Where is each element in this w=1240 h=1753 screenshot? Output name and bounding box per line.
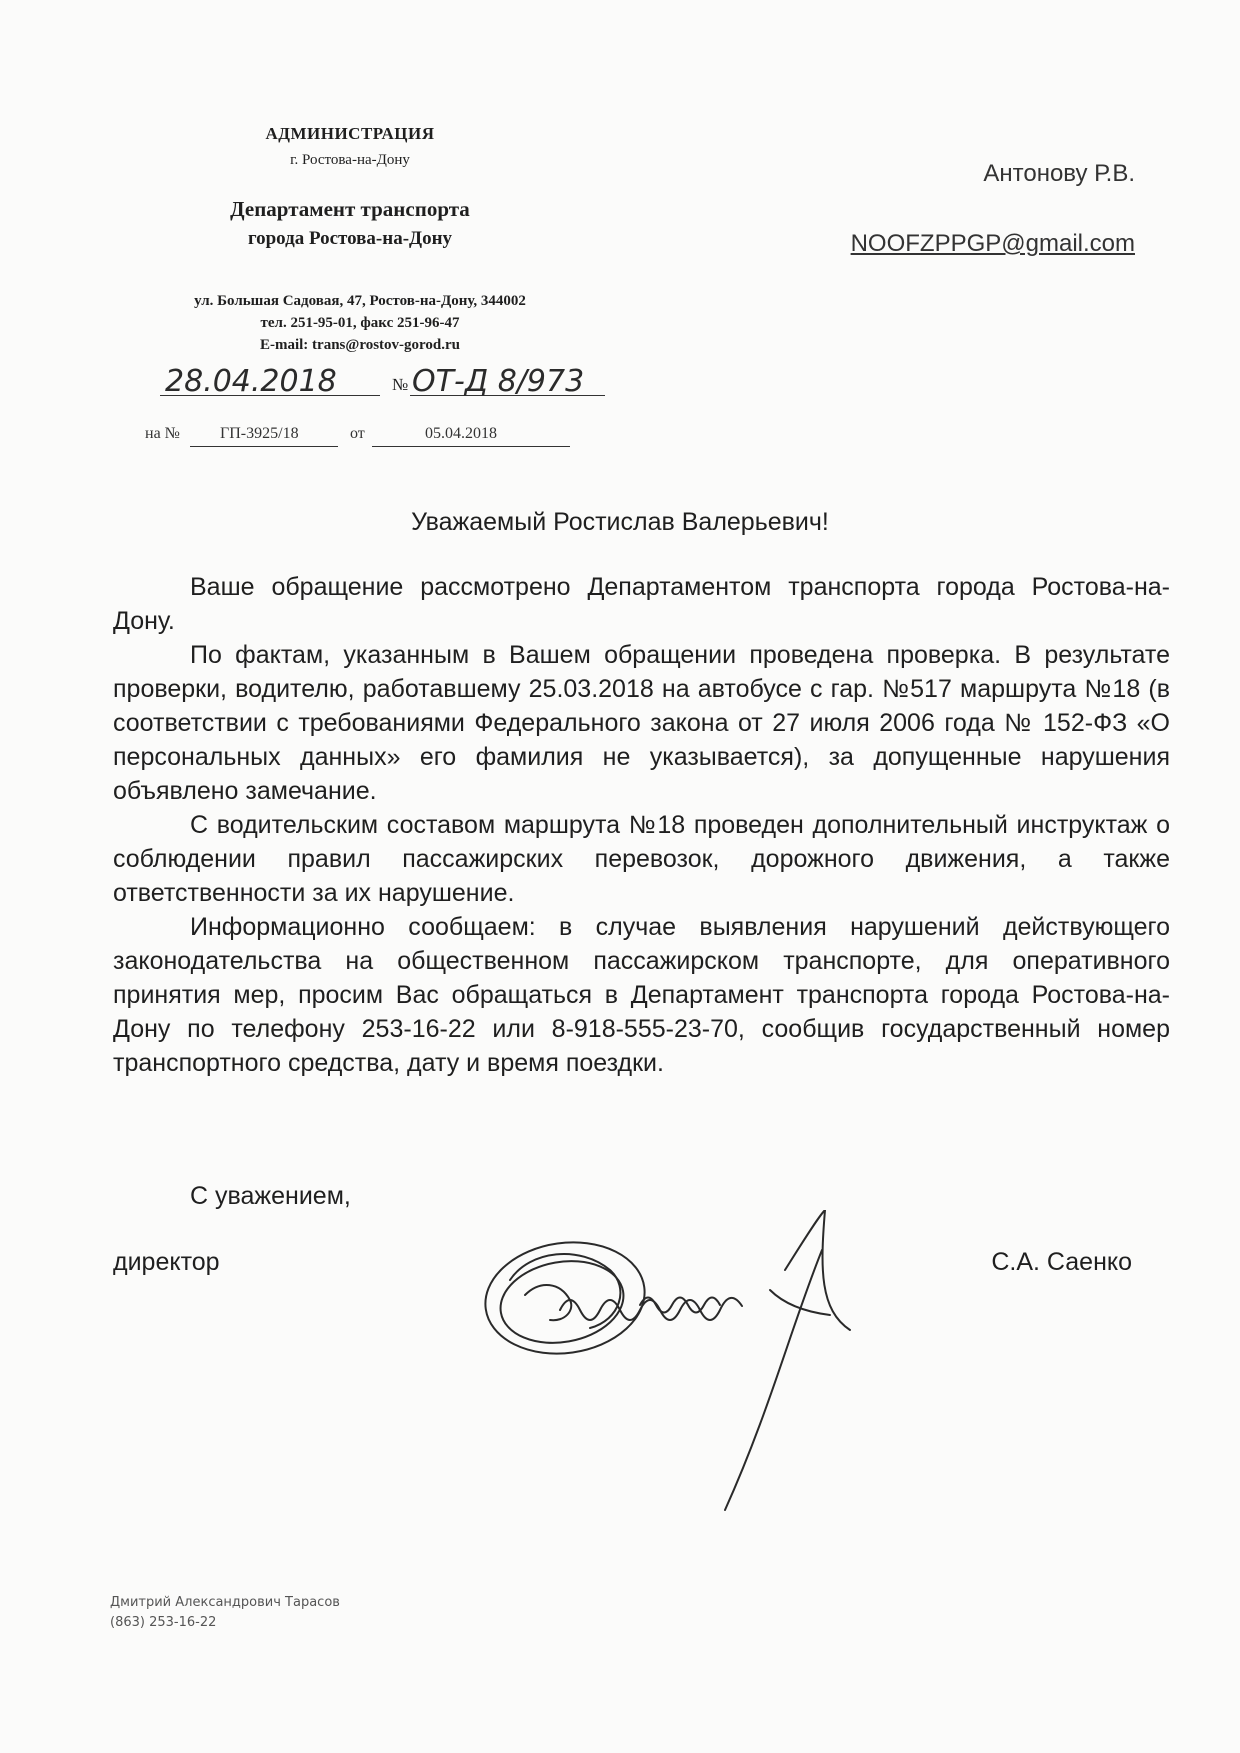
executor-phone: (863) 253-16-22 [110, 1615, 217, 1630]
executor-block [110, 1593, 340, 1633]
letter-body [113, 570, 1170, 1080]
body-paragraph: Информационно сообщаем: в случае выявления нарушений действующего законодательства на общественном пассажирском транспорте, для оперативного принятия мер, просим Вас обращаться в Департамент транспорта города Ростова-на-Дону по телефону 253-16-22 или 8-918-555-23-70, сообщив государственный номер транспортного средства, дату и время поездки. [113, 913, 1170, 1077]
signer-name: С.А. Саенко [991, 1248, 1132, 1276]
signer-position: директор [113, 1248, 220, 1276]
recipient-name: Антонову Р.В. [983, 160, 1135, 187]
outgoing-number-sign: № [392, 375, 409, 394]
outgoing-number: ОТ-Д 8/973 [412, 364, 585, 399]
reference-prefix: на № [145, 425, 180, 442]
recipient-email[interactable]: NOOFZPPGP@gmail.com [850, 230, 1135, 257]
sender-phones: тел. 251-95-01, факс 251-96-47 [260, 315, 460, 331]
executor-name: Дмитрий Александрович Тарасов [110, 1595, 340, 1610]
body-paragraph: С водительским составом маршрута №18 проведен дополнительный инструктаж о соблюдении правил пассажирских перевозок, дорожного движения, а также ответственности за их нарушение. [113, 811, 1170, 907]
sender-address: ул. Большая Садовая, 47, Ростов-на-Дону, 344002 [194, 293, 526, 309]
reference-date-underline [372, 446, 570, 447]
greeting: Уважаемый Ростислав Валерьевич! [411, 508, 829, 536]
body-paragraph: По фактам, указанным в Вашем обращении проведена проверка. В результате проверки, водителю, работавшему 25.03.2018 на автобусе с гар. №517 маршрута №18 (в соответствии с требованиями Федерального закона от 27 июля 2006 года № 152-ФЗ «О персональных данных» его фамилия не указывается), за допущенные нарушения объявлено замечание. [113, 641, 1170, 805]
reference-from-label: от [350, 425, 365, 442]
outgoing-date: 28.04.2018 [165, 364, 337, 399]
body-paragraph: Ваше обращение рассмотрено Департаментом транспорта города Ростова-на-Дону. [113, 573, 1170, 635]
sender-email: E-mail: trans@rostov-gorod.ru [259, 337, 461, 353]
closing-regards: С уважением, [190, 1182, 351, 1210]
department-name-line2: города Ростова-на-Дону [247, 228, 453, 249]
reference-date: 05.04.2018 [425, 425, 497, 442]
org-title: АДМИНИСТРАЦИЯ [265, 124, 435, 143]
reference-number: ГП-3925/18 [220, 425, 299, 442]
handwritten-signature [470, 1210, 910, 1520]
org-city: г. Ростова-на-Дону [290, 152, 410, 168]
department-name-line1: Департамент транспорта [230, 197, 470, 221]
reference-number-underline [190, 446, 338, 447]
sender-contacts [100, 290, 620, 356]
